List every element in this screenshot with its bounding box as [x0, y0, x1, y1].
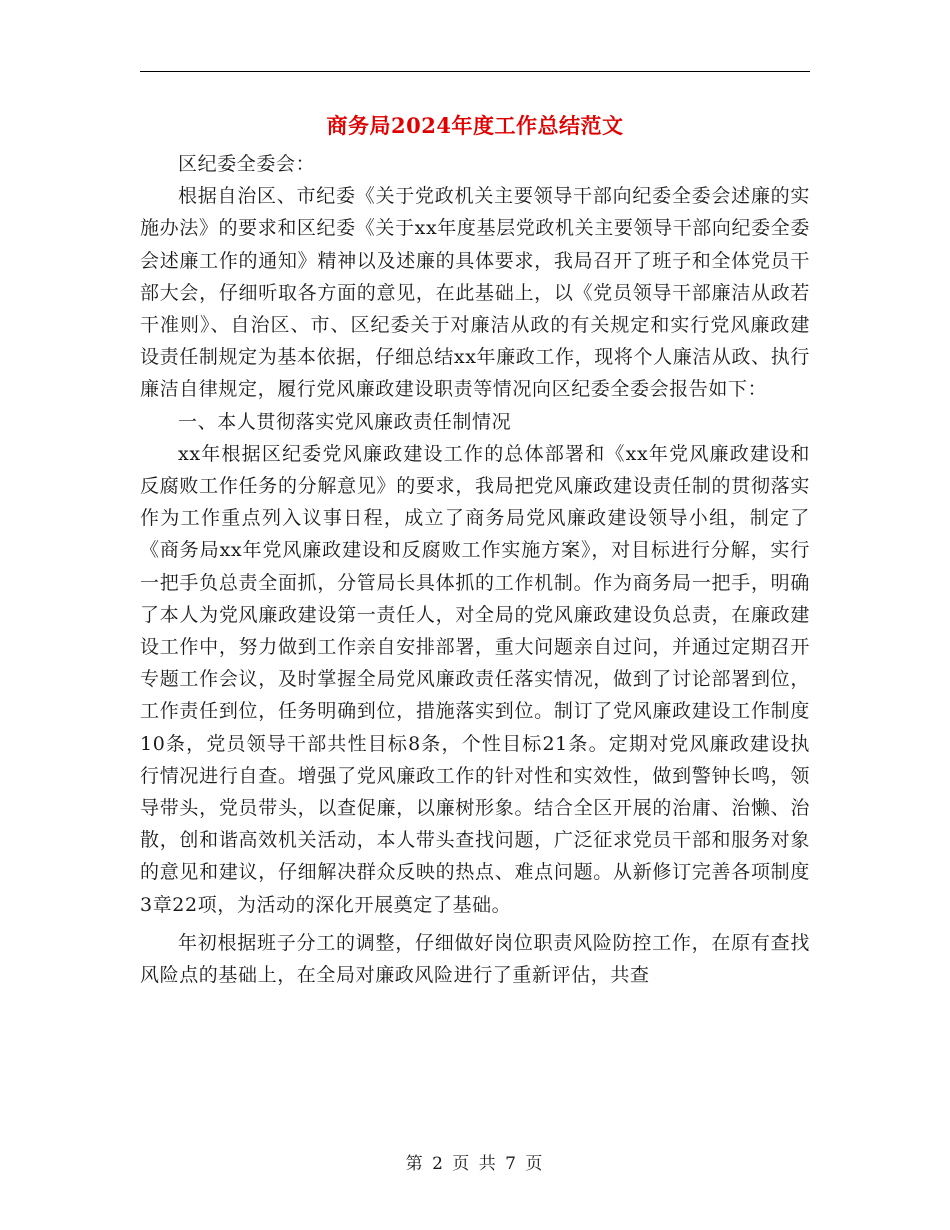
- document-body: [140, 148, 810, 991]
- page-number: 第 2 页 共 7 页: [405, 1154, 545, 1174]
- document-title: 商务局2024年度工作总结范文: [326, 113, 624, 138]
- section-heading-1: 一、本人贯彻落实党风廉政责任制情况: [178, 410, 512, 433]
- body-paragraph-section-1: xx年根据区纪委党风廉政建设工作的总体部署和《xx年党风廉政建设和反腐败工作任务的分解意见》的要求，我局把党风廉政建设责任制的贯彻落实作为工作重点列入议事日程，成立了商务局党风廉政建设领导小组，制定了《商务局xx年党风廉政建设和反腐败工作实施方案》，对目标进行分解，实行一把手负总责全面抓，分管局长具体抓的工作机制。作为商务局一把手，明确了本人为党风廉政建设第一责任人，对全局的党风廉政建设负总责，在廉政建设工作中，努力做到工作亲自安排部署，重大问题亲自过问，并通过定期召开专题工作会议，及时掌握全局党风廉政责任落实情况，做到了讨论部署到位，工作责任到位，任务明确到位，措施落实到位。制订了党风廉政建设工作制度10条，党员领导干部共性目标8条，个性目标21条。定期对党风廉政建设执行情况进行自查。增强了党风廉政工作的针对性和实效性，做到警钟长鸣，领导带头，党员带头，以查促廉，以廉树形象。结合全区开展的治庸、治懒、治散，创和谐高效机关活动，本人带头查找问题，广泛征求党员干部和服务对象的意见和建议，仔细解决群众反映的热点、难点问题。从新修订完善各项制度3章22项，为活动的深化开展奠定了基础。: [140, 442, 810, 916]
- body-paragraph-risk-control: 年初根据班子分工的调整，仔细做好岗位职责风险防控工作，在原有查找风险点的基础上，在全局对廉政风险进行了重新评估，共查: [140, 931, 810, 987]
- body-paragraph-intro: 根据自治区、市纪委《关于党政机关主要领导干部向纪委全委会述廉的实施办法》的要求和区纪委《关于xx年度基层党政机关主要领导干部向纪委全委会述廉工作的通知》精神以及述廉的具体要求，我局召开了班子和全体党员干部大会，仔细听取各方面的意见，在此基础上，以《党员领导干部廉洁从政若干准则》、自治区、市、区纪委关于对廉洁从政的有关规定和实行党风廉政建设责任制规定为基本依据，仔细总结xx年廉政工作，现将个人廉洁从政、执行廉洁自律规定，履行党风廉政建设职责等情况向区纪委全委会报告如下：: [140, 185, 810, 401]
- salutation: 区纪委全委会：: [178, 153, 316, 175]
- header-rule: [140, 71, 810, 72]
